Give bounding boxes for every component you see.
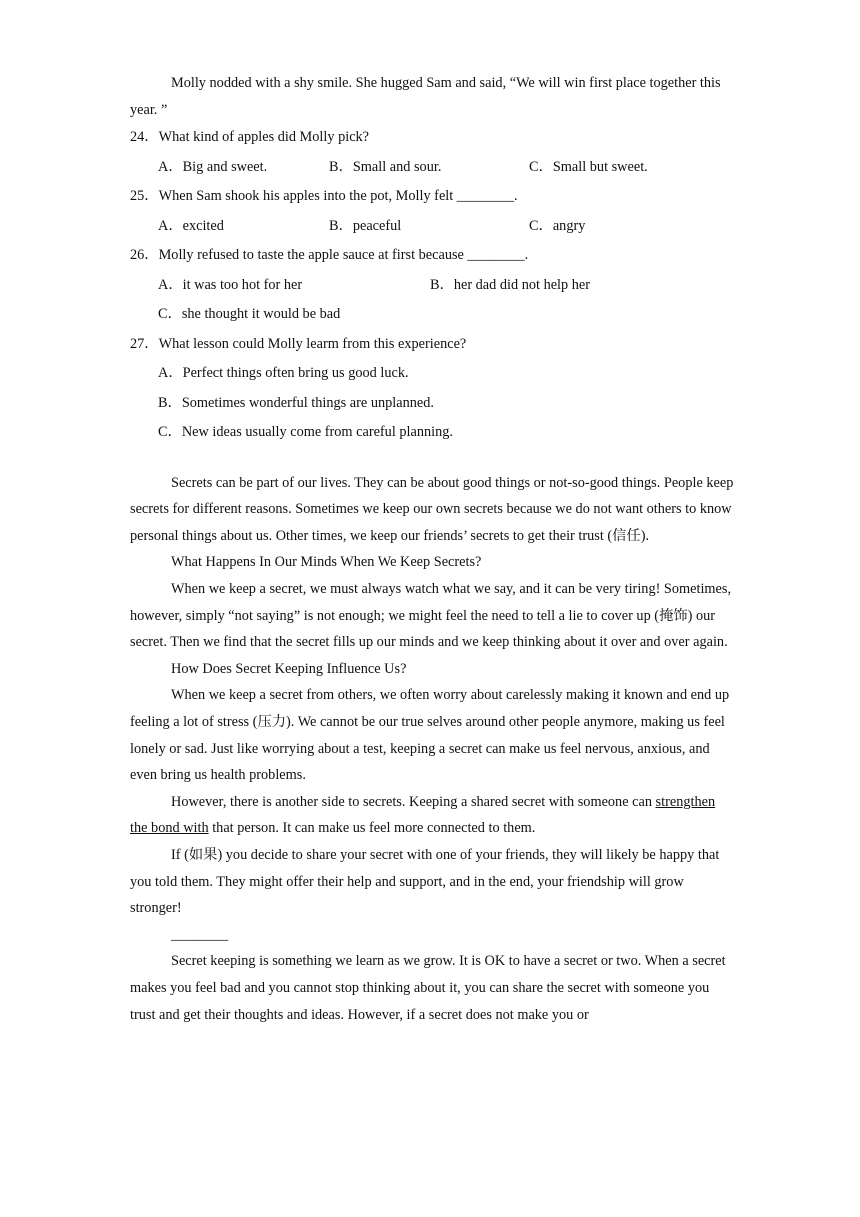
question-number: 26． [130,247,159,264]
question-text: What kind of apples did Molly pick? [158,129,370,146]
document-page [130,70,734,1028]
option-c[interactable]: C．she thought it would be bad [158,306,341,323]
section-spacer [130,448,734,470]
option-a[interactable]: A．excited [158,217,224,234]
options-26 [130,271,734,301]
question-number: 27． [130,335,159,352]
option-a[interactable]: A．it was too hot for her [158,276,303,293]
passage-paragraph-2: When we keep a secret, we must always watch what we say, and it can be very tiring! Sometimes, however, simply “not saying” is not enough; we might feel the need to tell a lie to cover up (掩饰) our secret. Then we find that the secret fills up our minds and we keep thinking about it over and over again. [130,581,732,651]
option-b[interactable]: B．Sometimes wonderful things are unplanned. [158,394,434,411]
option-b[interactable]: B．peaceful [329,217,402,234]
question-27 [130,330,734,360]
option-b[interactable]: B．Small and sour. [329,158,442,175]
underlined-phrase: strengthen the bond with [130,793,716,837]
heading-blank: ________ [171,926,229,943]
passage-paragraph-6: Secret keeping is something we learn as we grow. It is OK to have a secret or two. When a secret makes you feel bad and you cannot stop thinking about it, you can share the secret with someone you trust and get their thoughts and ideas. However, if a secret does not make you or [130,953,726,1023]
paragraph-text: that person. It can make us feel more connected to them. [208,820,536,837]
passage-paragraph-3: When we keep a secret from others, we often worry about carelessly making it known and end up feeling a lot of stress (压力). We cannot be our true selves around other people anymore, making us feel lonely or sad. Just like worrying about a test, keeping a secret can make us feel nervous, anxious, and even bring us health problems. [130,687,730,784]
option-c[interactable]: C．Small but sweet. [529,158,648,175]
question-text: What lesson could Molly learm from this experience? [158,335,467,352]
question-25 [130,182,734,212]
passage-paragraph-5: If (如果) you decide to share your secret with one of your friends, they will likely be happy that you told them. They might offer their help and support, and in the end, your friendship will grow stronger! [130,847,720,917]
passage-heading-2: How Does Secret Keeping Influence Us? [171,660,407,677]
passage-heading-1: What Happens In Our Minds When We Keep Secrets? [171,554,482,571]
question-26 [130,241,734,271]
options-25 [130,212,734,242]
options-24 [130,153,734,183]
passage-paragraph-1: Secrets can be part of our lives. They can be about good things or not-so-good things. People keep secrets for different reasons. Sometimes we keep our own secrets because we do not want others to know personal things about us. Other times, we keep our friends’ secrets to get their trust (信任). [130,474,734,544]
question-24 [130,123,734,153]
question-text: Molly refused to taste the apple sauce at first because ________. [158,247,529,264]
question-text: When Sam shook his apples into the pot, Molly felt ________. [158,188,518,205]
option-b[interactable]: B．her dad did not help her [430,276,591,293]
option-a[interactable]: A．Perfect things often bring us good luck. [158,365,409,382]
paragraph-text: However, there is another side to secrets. Keeping a shared secret with someone can [171,793,656,810]
question-number: 25． [130,188,159,205]
passage-paragraph-4 [130,789,734,842]
option-a[interactable]: A．Big and sweet. [158,158,268,175]
question-number: 24． [130,129,159,146]
option-c[interactable]: C．angry [529,217,586,234]
option-c[interactable]: C．New ideas usually come from careful planning. [158,424,453,441]
story-paragraph: Molly nodded with a shy smile. She hugged Sam and said, “We will win first place together this year. ” [130,75,721,118]
